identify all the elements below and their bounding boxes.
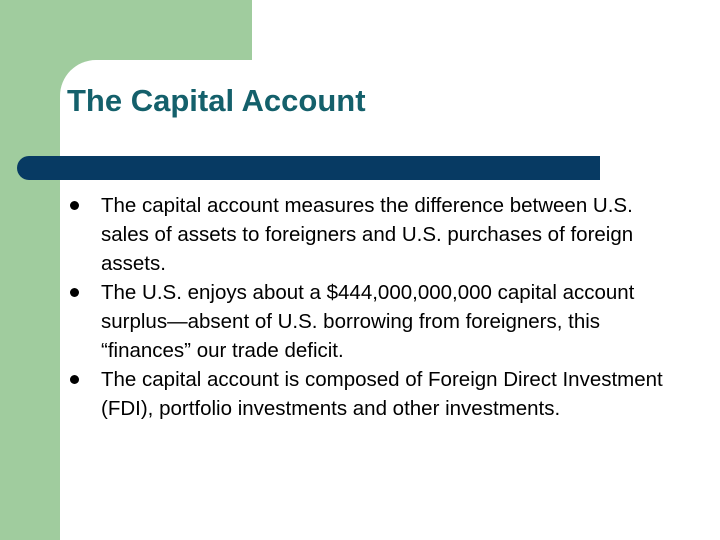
bullet-dot-icon	[70, 201, 79, 210]
bullet-text: The capital account is composed of Foreign Direct Investment (FDI), portfolio investments and other investments.	[101, 368, 663, 420]
bullet-dot-icon	[70, 288, 79, 297]
bullet-text: The U.S. enjoys about a $444,000,000,000 capital account surplus—absent of U.S. borrowing from foreigners, this “finances” our trade deficit.	[101, 281, 635, 362]
bullet-dot-icon	[70, 375, 79, 384]
title-divider-bar	[17, 156, 600, 180]
bullet-item	[70, 278, 670, 365]
bullet-text: The capital account measures the difference between U.S. sales of assets to foreigners and U.S. purchases of foreign assets.	[101, 194, 634, 275]
bullet-item	[70, 365, 670, 423]
bullet-list	[70, 191, 670, 423]
slide-title: The Capital Account	[67, 83, 366, 118]
bullet-item	[70, 191, 670, 278]
